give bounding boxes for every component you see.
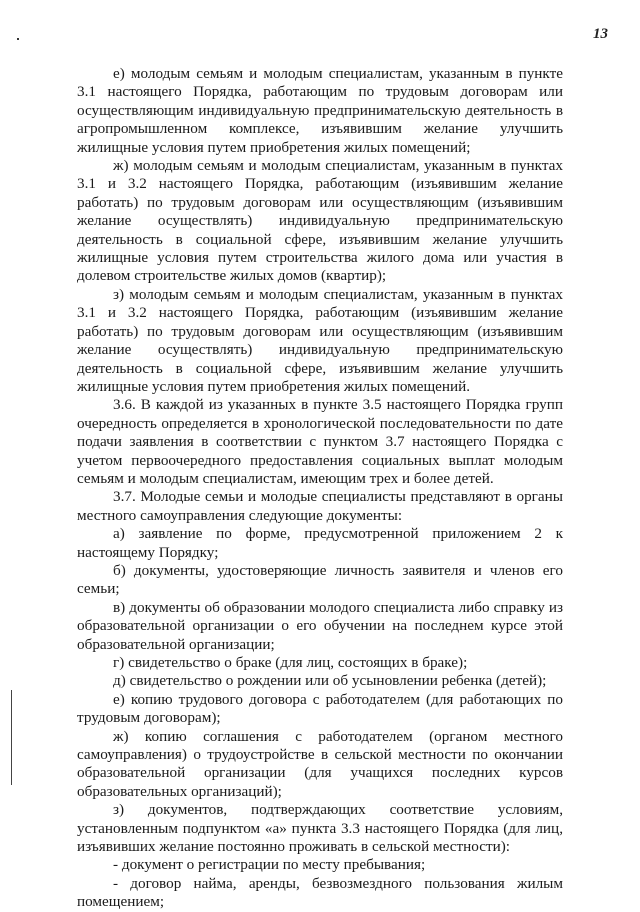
scan-margin-line xyxy=(11,690,12,785)
paragraph-item-z-purchase: з) молодым семьям и молодым специалистам, указанным в пунктах 3.1 и 3.2 настоящего Порядка, работающим (изъявившим желание работать) по трудовым договорам или осуществляющим (изъявившим желание осуществлять) индивидуальную предпринимательскую деятельность в социальной сфере, изъявившим желание улучшить жилищные условия путем приобретения жилых помещений. xyxy=(77,285,563,395)
list-item-d: д) свидетельство о рождении или об усыновлении ребенка (детей); xyxy=(113,672,547,690)
page-number: 13 xyxy=(593,26,608,42)
scan-speck xyxy=(17,38,19,40)
list-item-zh: ж) копию соглашения с работодателем (органом местного самоуправления) о трудоустройстве в сельской местности по окончании образовательной организации (для учащихся последних курсов образовательных организаций); xyxy=(77,727,563,800)
list-item-z: з) документов, подтверждающих соответствие условиям, установленным подпунктом «а» пункта 3.3 настоящего Порядка (для лиц, изъявивших желание постоянно проживать в сельской местности): xyxy=(77,801,563,856)
paragraph-3-7: 3.7. Молодые семьи и молодые специалисты представляют в органы местного самоуправления следующие документы: xyxy=(77,488,563,524)
list-item-a: а) заявление по форме, предусмотренной приложением 2 к настоящему Порядку; xyxy=(77,525,563,561)
paragraph-item-zh-construction: ж) молодым семьям и молодым специалистам, указанным в пунктах 3.1 и 3.2 настоящего Порядка, работающим (изъявившим желание работать) по трудовым договорам или осуществляющим (изъявившим желание осуществлять) индивидуальную предпринимательскую деятельность в социальной сфере, изъявившим желание улучшить жилищные условия путем строительства жилого дома или участия в долевом строительстве жилых домов (квартир); xyxy=(77,157,563,285)
dash-item-registration: - документ о регистрации по месту пребывания; xyxy=(113,856,426,874)
list-item-e: е) копию трудового договора с работодателем (для работающих по трудовым договорам); xyxy=(77,690,563,727)
list-item-v: в) документы об образовании молодого специалиста либо справку из образовательной организации о его обучении на последнем курсе этой образовательной организации; xyxy=(77,598,563,653)
list-item-b: б) документы, удостоверяющие личность заявителя и членов его семьи; xyxy=(77,561,563,598)
paragraph-3-6: 3.6. В каждой из указанных в пункте 3.5 настоящего Порядка групп очередность определяется в хронологической последовательности по дате подачи заявления в соответствии с пунктом 3.7 настоящего Порядка с учетом первоочередного предоставления социальных выплат молодым семьям и молодым специалистам, имеющим трех и более детей. xyxy=(77,396,563,487)
list-item-g: г) свидетельство о браке (для лиц, состоящих в браке); xyxy=(113,654,468,671)
paragraph-item-e-agro: е) молодым семьям и молодым специалистам, указанным в пункте 3.1 настоящего Порядка, работающим по трудовым договорам или осуществляющим индивидуальную предпринимательскую деятельность в агропромышленном комплексе, изъявившим желание улучшить жилищные условия путем приобретения жилых помещений; xyxy=(77,65,563,156)
document-body xyxy=(77,65,563,912)
dash-item-lease-contract: - договор найма, аренды, безвозмездного пользования жилым помещением; xyxy=(77,874,563,911)
